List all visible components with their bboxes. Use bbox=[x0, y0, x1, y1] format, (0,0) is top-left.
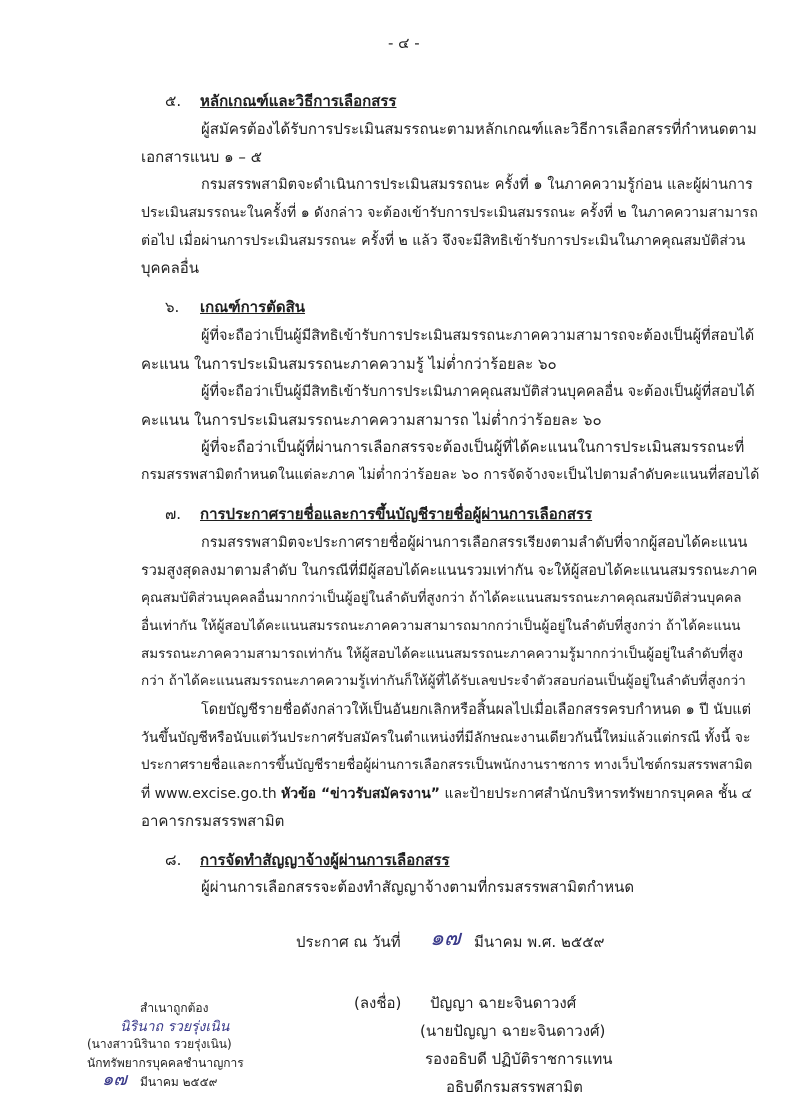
section-7-line: อาคารกรมสรรพสามิต bbox=[141, 812, 285, 830]
section-6-number: ๖. bbox=[165, 298, 180, 316]
section-7-line: วันขึ้นบัญชีหรือนับแต่วันประกาศรับสมัครในตำแหน่งที่มีลักษณะงานเดียวกันนี้ใหม่แล้วแต่กรณี ทั้งนี้ จะ bbox=[141, 730, 751, 746]
section-7-title: การประกาศรายชื่อและการขึ้นบัญชีรายชื่อผู้ผ่านการเลือกสรร bbox=[200, 505, 593, 523]
section-8-title: การจัดทำสัญญาจ้างผู้ผ่านการเลือกสรร bbox=[200, 851, 450, 869]
section-6-line: ผู้ที่จะถือว่าเป็นผู้ที่ผ่านการเลือกสรรจะต้องเป็นผู้ที่ได้คะแนนในการประเมินสมรรถนะที่ bbox=[201, 438, 745, 456]
section-5-number: ๕. bbox=[165, 92, 182, 110]
copy-cert-day-handwritten: ๑๗ bbox=[102, 1069, 127, 1090]
announce-prefix: ประกาศ ณ วันที่ bbox=[296, 933, 401, 951]
section-5-line: ต่อไป เมื่อผ่านการประเมินสมรรถนะ ครั้งที่ ๒ แล้ว จึงจะมีสิทธิเข้ารับการประเมินในภาคคุณสมบัติส่วน bbox=[141, 233, 746, 249]
website-suffix: และป้ายประกาศสำนักบริหารทรัพยากรบุคคล ชั้น ๔ bbox=[440, 786, 752, 802]
section-5-line: เอกสารแนบ ๑ – ๕ bbox=[141, 148, 262, 166]
section-7-line-website bbox=[141, 787, 752, 801]
copy-cert-signature: นิรินาถ รวยรุ่งเนิน bbox=[120, 1019, 230, 1035]
section-5-line: กรมสรรพสามิตจะดำเนินการประเมินสมรรถนะ ครั้งที่ ๑ ในภาคความรู้ก่อน และผู้ผ่านการ bbox=[201, 177, 753, 193]
announce-day-handwritten: ๑๗ bbox=[430, 926, 461, 951]
section-7-line: กรมสรรพสามิตจะประกาศรายชื่อผู้ผ่านการเลือกสรรเรียงตามลำดับที่จากผู้สอบได้คะแนน bbox=[201, 535, 748, 551]
news-topic: หัวข้อ “ข่าวรับสมัครงาน” bbox=[281, 786, 440, 802]
section-6-line: ผู้ที่จะถือว่าเป็นผู้มีสิทธิเข้ารับการประเมินสมรรถนะภาคความสามารถจะต้องเป็นผู้ที่สอบได้ bbox=[201, 328, 755, 344]
section-7-line: โดยบัญชีรายชื่อดังกล่าวให้เป็นอันยกเลิกหรือสิ้นผลไปเมื่อเลือกสรรครบกำหนด ๑ ปี นับแต่ bbox=[201, 702, 752, 718]
copy-cert-name: (นางสาวนิรินาถ รวยรุ่งเนิน) bbox=[87, 1037, 232, 1051]
section-7-line: กว่า ถ้าได้คะแนนสมรรถนะภาคความรู้เท่ากันก็ให้ผู้ที่ได้รับเลขประจำตัวสอบก่อนเป็นผู้อยู่ในลำดับที่สูงกว่า bbox=[141, 673, 746, 689]
section-7-number: ๗. bbox=[165, 505, 182, 523]
section-7-line: คุณสมบัติส่วนบุคคลอื่นมากกว่าเป็นผู้อยู่ในลำดับที่สูงกว่า ถ้าได้คะแนนสมรรถนะภาคคุณสมบัติส่วนบุคคล bbox=[141, 590, 742, 606]
section-8-line: ผู้ผ่านการเลือกสรรจะต้องทำสัญญาจ้างตามที่กรมสรรพสามิตกำหนด bbox=[201, 878, 635, 896]
section-5-title: หลักเกณฑ์และวิธีการเลือกสรร bbox=[200, 92, 397, 110]
section-6-line: กรมสรรพสามิตกำหนดในแต่ละภาค ไม่ต่ำกว่าร้อยละ ๖๐ การจัดจ้างจะเป็นไปตามลำดับคะแนนที่สอบได้ bbox=[141, 467, 760, 483]
section-5-line: ประเมินสมรรถนะในครั้งที่ ๑ ดังกล่าว จะต้องเข้ารับการประเมินสมรรถนะ ครั้งที่ ๒ ในภาคความสามารถ bbox=[141, 205, 758, 221]
section-7-line: รวมสูงสุดลงมาตามลำดับ ในกรณีที่มีผู้สอบได้คะแนนรวมเท่ากัน จะให้ผู้สอบได้คะแนนสมรรถนะภาค bbox=[141, 563, 758, 579]
copy-cert-position: นักทรัพยากรบุคคลชำนาญการ bbox=[87, 1056, 244, 1070]
announce-month-year: มีนาคม พ.ศ. ๒๕๕๙ bbox=[474, 933, 605, 951]
section-5-line: บุคคลอื่น bbox=[141, 259, 200, 277]
signatory-organization: อธิบดีกรมสรรพสามิต bbox=[446, 1078, 583, 1096]
section-7-line: ประกาศรายชื่อและการขึ้นบัญชีรายชื่อผู้ผ่านการเลือกสรรเป็นพนักงานราชการ ทางเว็บไซต์กรมสรรพสามิต bbox=[141, 757, 753, 773]
sign-label: (ลงชื่อ) bbox=[354, 994, 402, 1012]
signatory-signature: ปัญญา ฉายะจินดาวงศ์ bbox=[430, 994, 577, 1012]
signatory-name: (นายปัญญา ฉายะจินดาวงศ์) bbox=[420, 1022, 606, 1040]
section-8-number: ๘. bbox=[165, 851, 182, 869]
section-6-line: ผู้ที่จะถือว่าเป็นผู้มีสิทธิเข้ารับการประเมินภาคคุณสมบัติส่วนบุคคลอื่น จะต้องเป็นผู้ที่สอบได้ bbox=[201, 384, 755, 400]
page-number: - ๔ - bbox=[388, 34, 420, 52]
copy-cert-date: มีนาคม ๒๕๕๙ bbox=[140, 1075, 218, 1089]
copy-cert-title: สำเนาถูกต้อง bbox=[140, 1001, 209, 1015]
section-5-line: ผู้สมัครต้องได้รับการประเมินสมรรถนะตามหลักเกณฑ์และวิธีการเลือกสรรที่กำหนดตาม bbox=[201, 120, 757, 138]
section-6-line: คะแนน ในการประเมินสมรรถนะภาคความสามารถ ไม่ต่ำกว่าร้อยละ ๖๐ bbox=[141, 411, 602, 429]
section-7-line: สมรรถนะภาคความสามารถเท่ากัน ให้ผู้สอบได้คะแนนสมรรถนะภาคความรู้มากกว่าเป็นผู้อยู่ในลำดับที่สูง bbox=[141, 646, 743, 662]
section-7-line: อื่นเท่ากัน ให้ผู้สอบได้คะแนนสมรรถนะภาคความสามารถมากกว่าเป็นผู้อยู่ในลำดับที่สูงกว่า ถ้าได้คะแนน bbox=[141, 618, 741, 634]
section-6-title: เกณฑ์การตัดสิน bbox=[200, 298, 306, 316]
section-6-line: คะแนน ในการประเมินสมรรถนะภาคความรู้ ไม่ต่ำกว่าร้อยละ ๖๐ bbox=[141, 355, 557, 373]
signatory-position: รองอธิบดี ปฏิบัติราชการแทน bbox=[425, 1050, 613, 1068]
website-prefix: ที่ www.excise.go.th bbox=[141, 786, 282, 802]
